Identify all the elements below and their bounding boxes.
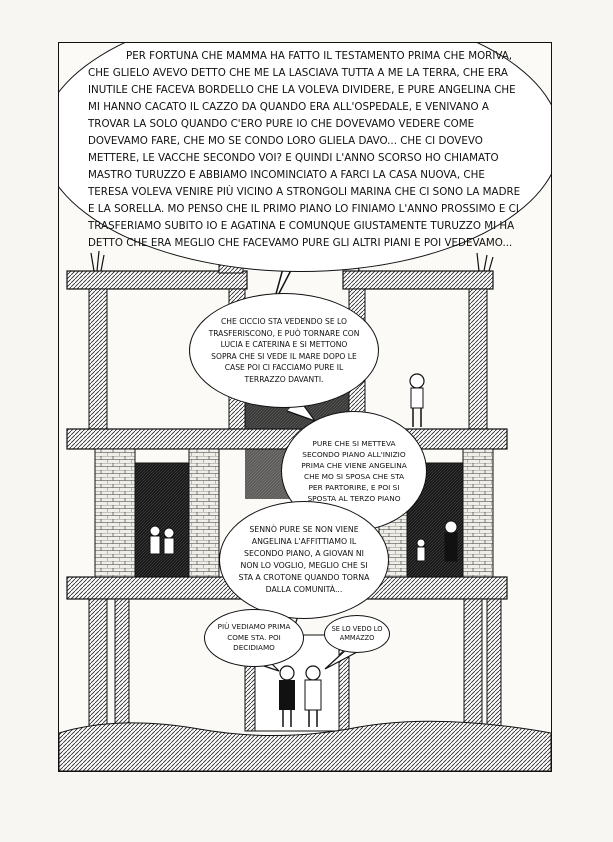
roof-slab-right (343, 271, 493, 289)
speech-balloon-man (324, 615, 390, 653)
column (469, 289, 487, 429)
speech-balloon-woman (204, 609, 304, 667)
balloon-text: PIÙ VEDIAMO PRIMA COME STA. POI DECIDIAMO (217, 622, 291, 653)
column (89, 599, 107, 731)
balloon-text: CHE CICCIO STA VEDENDO SE LO TRASFERISCONO, E PUÒ TORNARE CON LUCIA E CATERINA E SI METTONO SOPRA CHE SI VEDE IL MARE DOPO LE CASE POI CI FACCIAMO PURE IL TERRAZZO DAVANTI. (208, 317, 360, 384)
column (487, 599, 501, 731)
narration-text: PER FORTUNA CHE MAMMA HA FATTO IL TESTAMENTO PRIMA CHE MORIVA, CHE GLIELO AVEVO DETTO CHE ME LA LASCIAVA TUTTA A ME LA TERRA, CHE ERA INUTILE CHE FACEVA BORDELLO CHE LA VOLEVA DIVIDERE, E PURE ANGELINA CHE MI HANNO CACATO IL CAZZO DA QUANDO ERA ALL'OSPEDALE, E VENIVANO A TROVAR LA SOLO QUANDO C'ERO PURE IO CHE DOVEVAMO VEDERE COME DOVEVAMO FARE, CHE MO SE CONDO LORO GLIELA DAVO... CHE CI DOVEVO METTERE, LE VACCHE SECONDO VOI? E QUINDI L'ANNO SCORSO HO CHIAMATO MASTRO TURUZZO E ABBIAMO INCOMINCIATO A FARCI LA CASA NUOVA, CHE TERESA VOLEVA VENIRE PIÙ VICINO A STRONGOLI MARINA CHE CI SONO LA MADRE E LA SORELLA. MO PENSO CHE IL PRIMO PIANO LO FINIAMO L'ANNO PROSSIMO E CI TRASFERIAMO SUBITO IO E AGATINA E COMUNQUE GIUSTAMENTE TURUZZO MI HA DETTO CHE ERA MEGLIO CHE FACEVAMO PURE GLI ALTRI PIANI E POI VEDEVAMO... (88, 50, 521, 249)
column (115, 599, 129, 731)
narration-balloon (58, 42, 552, 272)
balloon-text: PURE CHE SI METTEVA SECONDO PIANO ALL'INIZIO PRIMA CHE VIENE ANGELINA CHE MO SI SPOSA CHE STA PER PARTORIRE, E POI SI SPOSTA AL TERZO PIANO (301, 439, 407, 503)
balloon-text: SE LO VEDO LO AMMAZZO (331, 624, 383, 642)
speech-balloon-ciccio (189, 293, 379, 408)
doorway-dark (135, 463, 189, 577)
brick-wall (463, 449, 493, 577)
brick-wall (95, 449, 135, 577)
comic-panel (58, 42, 552, 772)
brick-wall (189, 449, 219, 577)
column (89, 289, 107, 429)
column (464, 599, 482, 731)
balloon-text: SENNÒ PURE SE NON VIENE ANGELINA L'AFFITTIAMO IL SECONDO PIANO, A GIOVAN NI NON LO VOGLIO, MEGLIO CHE SI STA A CROTONE QUANDO TORNA DALLA COMUNITÀ... (238, 525, 370, 594)
speech-balloon-angelina (219, 501, 389, 619)
roof-slab-left (67, 271, 247, 289)
man-figure-top (410, 374, 424, 427)
